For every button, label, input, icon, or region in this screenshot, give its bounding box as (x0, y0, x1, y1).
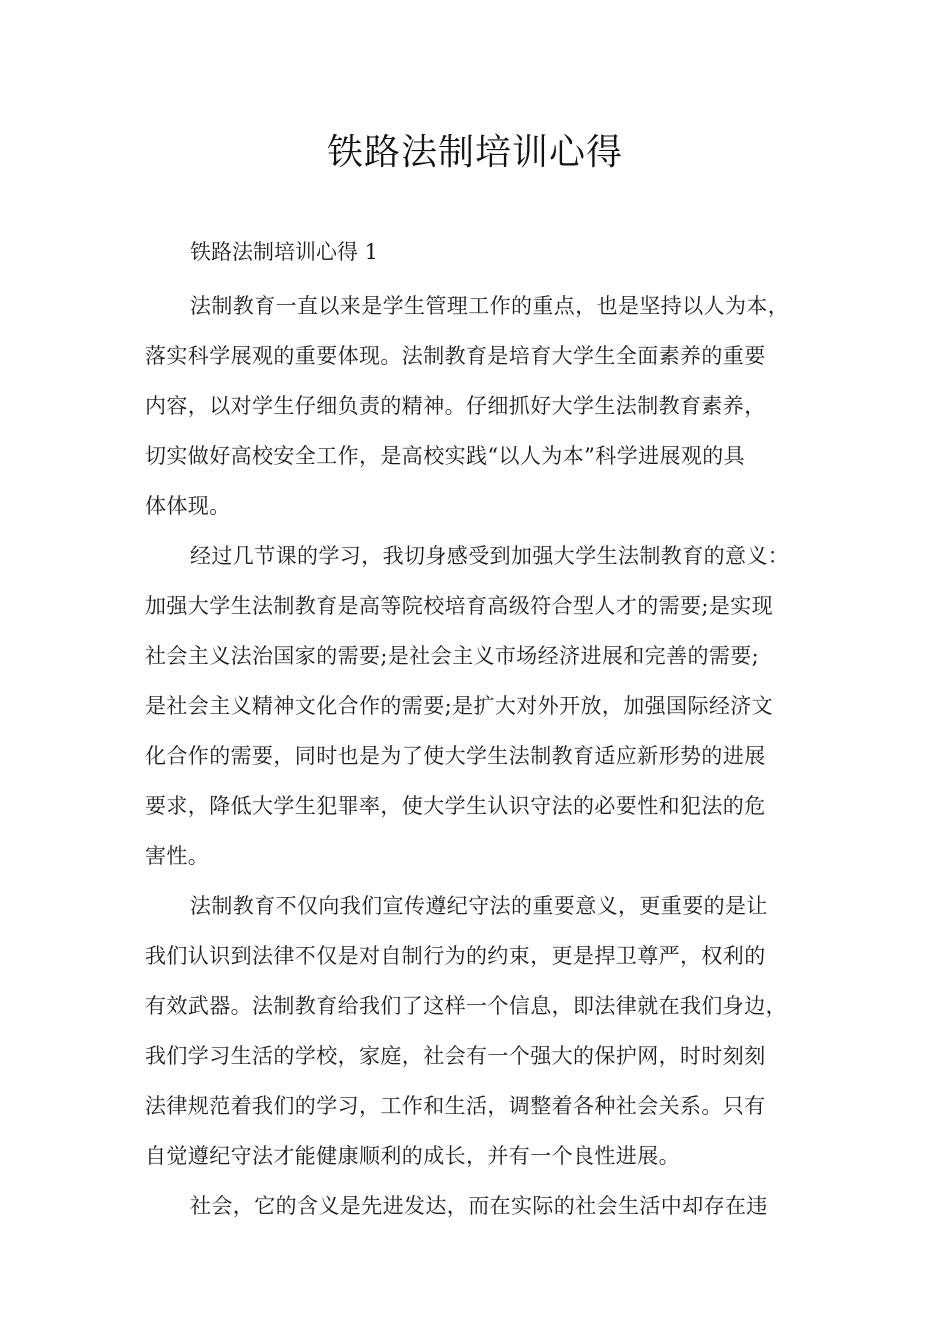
text-line: 经过几节课的学习，我切身感受到加强大学生法制教育的意义： (190, 544, 790, 568)
text-line: 害性。 (145, 844, 210, 868)
text-line: 化合作的需要，同时也是为了使大学生法制教育适应新形势的进展 (145, 744, 766, 768)
paragraph-3 (145, 881, 815, 1181)
text-line: 社会，它的含义是先进发达，而在实际的社会生活中却存在违 (190, 1194, 768, 1218)
text-line: 法制教育不仅向我们宣传遵纪守法的重要意义，更重要的是让 (190, 894, 768, 918)
text-line: 我们认识到法律不仅是对自制行为的约束，更是捍卫尊严，权利的 (145, 944, 766, 968)
text-line: 有效武器。法制教育给我们了这样一个信息，即法律就在我们身边， (145, 994, 787, 1018)
text-line: 是社会主义精神文化合作的需要;是扩大对外开放，加强国际经济文 (145, 694, 774, 718)
paragraph-4 (145, 1181, 815, 1231)
text-line: 法律规范着我们的学习，工作和生活，调整着各种社会关系。只有 (145, 1094, 766, 1118)
text-line: 内容，以对学生仔细负责的精神。仔细抓好大学生法制教育素养， (145, 394, 766, 418)
text-line: 法制教育一直以来是学生管理工作的重点，也是坚持以人为本， (190, 294, 790, 318)
text-line: 我们学习生活的学校，家庭，社会有一个强大的保护网，时时刻刻 (145, 1044, 766, 1068)
document-body (145, 281, 815, 1231)
paragraph-1 (145, 281, 815, 531)
section-heading: 铁路法制培训心得 1 (190, 240, 379, 264)
text-line: 落实科学展观的重要体现。法制教育是培育大学生全面素养的重要 (145, 344, 766, 368)
document-title: 铁路法制培训心得 (326, 132, 623, 173)
text-line: 体体现。 (145, 494, 231, 518)
text-line: 自觉遵纪守法才能健康顺利的成长，并有一个良性进展。 (145, 1144, 680, 1168)
text-line: 社会主义法治国家的需要;是社会主义市场经济进展和完善的需要; (145, 644, 760, 668)
text-line: 切实做好高校安全工作，是高校实践“以人为本”科学进展观的具 (145, 444, 746, 468)
text-line: 要求，降低大学生犯罪率，使大学生认识守法的必要性和犯法的危 (145, 794, 766, 818)
text-line: 加强大学生法制教育是高等院校培育高级符合型人才的需要;是实现 (145, 594, 774, 618)
paragraph-2 (145, 531, 815, 881)
